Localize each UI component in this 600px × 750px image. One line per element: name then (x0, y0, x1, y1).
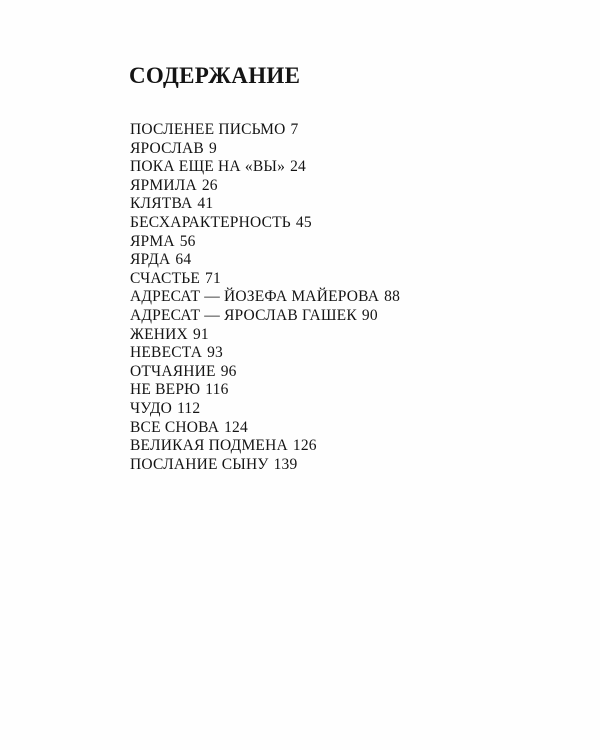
toc-entry (130, 307, 400, 326)
toc-entry (130, 121, 400, 140)
toc-entry-page-number: 9 (208, 139, 217, 157)
toc-entry (130, 177, 400, 196)
toc-entry-title: НЕ ВЕРЮ (130, 381, 201, 399)
toc-entry-page-number: 124 (224, 418, 248, 436)
toc-entry-page-number: 91 (192, 325, 209, 343)
toc-entry-title: ПОКА ЕЩЕ НА «ВЫ» (130, 158, 286, 176)
toc-entry (130, 381, 400, 400)
toc-entry-title: ЯРМА (130, 232, 175, 250)
toc-entry-title: ОТЧАЯНИЕ (130, 362, 216, 380)
toc-entry-page-number: 116 (205, 381, 229, 399)
toc-entry-page-number: 45 (295, 213, 312, 231)
toc-entry-title: ПОСЛЕНЕЕ ПИСЬМО (130, 121, 286, 138)
toc-entry (130, 251, 400, 270)
toc-entry-page-number: 90 (361, 306, 378, 324)
toc-entry-title: СЧАСТЬЕ (130, 269, 201, 287)
toc-entry-title: БЕСХАРАКТЕРНОСТЬ (130, 213, 291, 231)
toc-entry-title: ЯРМИЛА (130, 176, 197, 194)
table-of-contents (130, 121, 400, 474)
toc-entry-page-number: 88 (384, 288, 401, 306)
toc-entry (130, 195, 400, 214)
toc-entry-page-number: 24 (290, 158, 306, 176)
toc-entry-title: АДРЕСАТ — ЯРОСЛАВ ГАШЕК (130, 306, 357, 324)
toc-entry-page-number: 56 (179, 232, 196, 250)
toc-entry (130, 158, 400, 177)
toc-entry-title: ВЕЛИКАЯ ПОДМЕНА (130, 437, 288, 455)
toc-entry-title: ЯРДА (130, 251, 171, 269)
page-title: СОДЕРЖАНИЕ (129, 63, 301, 88)
toc-entry (130, 437, 400, 456)
toc-entry-page-number: 139 (273, 455, 298, 473)
toc-entry (130, 456, 400, 475)
toc-entry (130, 270, 400, 289)
toc-entry-title: АДРЕСАТ — ЙОЗЕФА МАЙЕРОВА (130, 288, 380, 306)
toc-entry (130, 233, 400, 252)
toc-entry-page-number: 96 (220, 362, 237, 380)
toc-entry-page-number: 7 (290, 121, 299, 138)
toc-entry-page-number: 93 (207, 344, 224, 362)
toc-entry (130, 326, 400, 345)
toc-entry-page-number: 126 (292, 437, 317, 455)
toc-entry-title: ПОСЛАНИЕ СЫНУ (130, 455, 269, 473)
toc-entry (130, 140, 400, 159)
toc-entry-title: ВСЕ СНОВА (130, 418, 220, 436)
toc-entry-page-number: 41 (197, 195, 214, 213)
toc-entry-title: НЕВЕСТА (130, 344, 203, 362)
toc-entry (130, 400, 400, 419)
toc-entry (130, 419, 400, 438)
toc-entry (130, 214, 400, 233)
toc-entry-page-number: 71 (205, 269, 221, 287)
toc-entry-page-number: 112 (177, 399, 201, 417)
toc-entry-title: ЖЕНИХ (130, 325, 188, 343)
toc-entry-page-number: 26 (201, 176, 218, 194)
toc-entry (130, 344, 400, 363)
toc-entry-title: ЧУДО (130, 399, 173, 417)
toc-entry (130, 288, 400, 307)
toc-entry-title: ЯРОСЛАВ (130, 139, 204, 157)
toc-entry (130, 363, 400, 382)
toc-entry-page-number: 64 (175, 251, 192, 269)
toc-entry-title: КЛЯТВА (130, 195, 193, 213)
